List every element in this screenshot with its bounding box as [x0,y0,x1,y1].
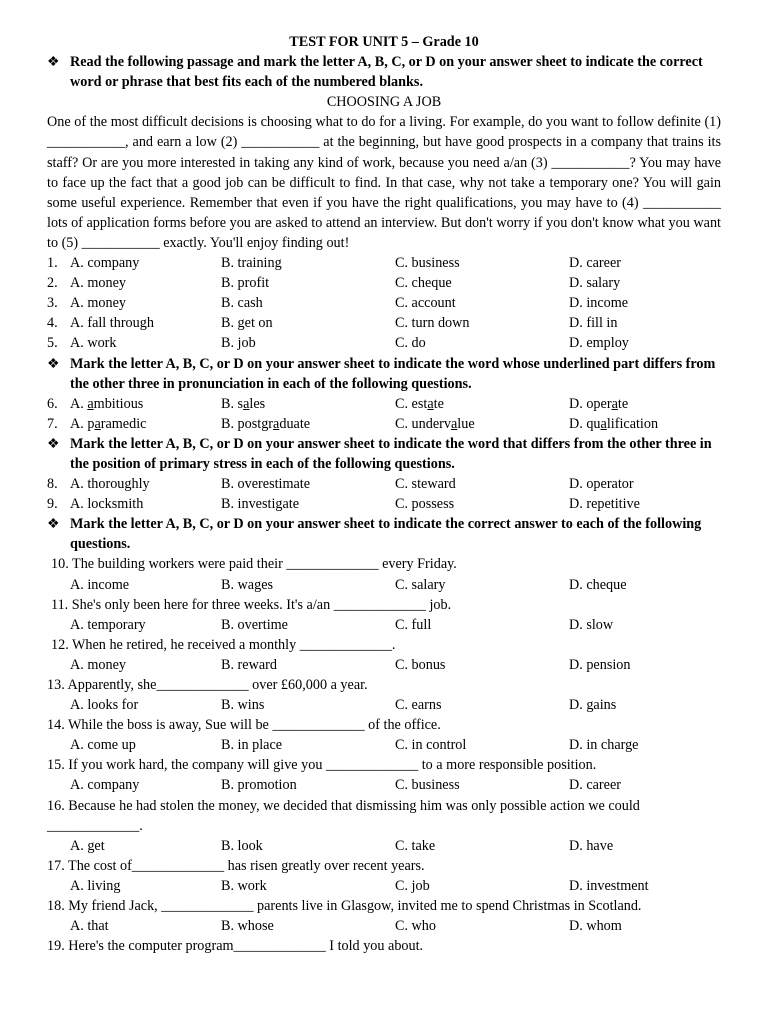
option-c[interactable]: C. job [395,877,430,894]
options-row [47,615,721,635]
options-row [47,575,721,595]
test-page [47,32,721,956]
question-number: 8. [47,476,58,493]
option-c[interactable]: C. bonus [395,656,446,673]
option-a[interactable]: A. company [70,255,140,272]
options-row [47,655,721,675]
diamond-bullet-icon: ❖ [47,435,60,452]
question-number: 2. [47,275,58,292]
section3-instruction [47,434,721,474]
options-row [47,876,721,896]
option-c[interactable]: C. earns [395,697,442,714]
option-a[interactable]: A. thoroughly [70,476,150,493]
underlined-part: a [273,415,280,432]
question-stem: 17. The cost of_____________ has risen greatly over recent years. [47,857,425,874]
option-c[interactable]: C. business [395,255,460,272]
underlined-part: a [600,415,607,432]
option-c[interactable]: C. possess [395,496,455,513]
instruction-text: Mark the letter A, B, C, or D on your answer sheet to indicate the word whose underlined part differs from the other three in pronunciation in each of the following questions. [70,355,716,392]
underlined-part: a [243,395,250,412]
option-a[interactable]: A. ambitious [70,395,144,412]
option-a[interactable]: A. get [70,837,105,854]
question-row [47,394,721,414]
diamond-bullet-icon: ❖ [47,516,60,533]
option-d[interactable]: D. slow [569,616,614,633]
question-number: 4. [47,315,58,332]
option-b[interactable]: B. work [221,877,267,894]
question-row [47,313,721,333]
question-number: 3. [47,295,58,312]
option-b[interactable]: B. in place [221,737,283,754]
underlined-part: a [87,395,94,412]
section1-instruction [47,52,721,92]
option-a[interactable]: A. paramedic [70,415,147,432]
option-d[interactable]: D. whom [569,918,622,935]
question-number: 9. [47,496,58,513]
question-row [47,494,721,514]
option-c[interactable]: C. estate [395,395,444,412]
instruction-text: Mark the letter A, B, C, or D on your answer sheet to indicate the correct answer to each of the following questions. [70,516,702,553]
option-a[interactable]: A. temporary [70,616,146,633]
underlined-part: a [611,395,618,412]
option-b[interactable]: B. get on [221,315,273,332]
question-stem: 15. If you work hard, the company will give you _____________ to a more responsible position. [47,757,597,774]
question-row [47,293,721,313]
instruction-text: Read the following passage and mark the letter A, B, C, or D on your answer sheet to indicate the correct word or phrase that best fits each of the numbered blanks. [70,54,703,91]
options-row [47,695,721,715]
option-b[interactable]: B. cash [221,295,263,312]
option-b[interactable]: B. look [221,837,263,854]
diamond-bullet-icon: ❖ [47,355,60,372]
option-d[interactable]: D. cheque [569,576,627,593]
options-row [47,916,721,936]
question-stem: 16. Because he had stolen the money, we decided that dismissing him was only possible action we could _____________. [47,797,644,834]
option-c[interactable]: C. undervalue [395,415,475,432]
option-b[interactable]: B. investigate [221,496,300,513]
option-b[interactable]: B. promotion [221,777,297,794]
option-b[interactable]: B. whose [221,918,274,935]
option-a[interactable]: A. looks for [70,697,139,714]
option-a[interactable]: A. work [70,335,117,352]
option-d[interactable]: D. gains [569,697,617,714]
option-a[interactable]: A. money [70,656,126,673]
question-stem: 18. My friend Jack, _____________ parents live in Glasgow, invited me to spend Christmas in Scotland. [47,898,642,915]
section4-instruction [47,514,721,554]
option-d[interactable]: D. repetitive [569,496,640,513]
question-number: 6. [47,395,58,412]
option-b[interactable]: B. wins [221,697,265,714]
passage-title: CHOOSING A JOB [326,94,442,111]
option-a[interactable]: A. come up [70,737,136,754]
option-d[interactable]: D. employ [569,335,629,352]
question-number: 5. [47,335,58,352]
option-a[interactable]: A. company [70,777,140,794]
question-stem: 13. Apparently, she_____________ over £60,000 a year. [47,677,368,693]
options-row [47,735,721,755]
option-d[interactable]: D. income [569,295,629,312]
option-a[interactable]: A. money [70,295,126,312]
underlined-part: a [450,415,458,432]
option-b[interactable]: B. profit [221,275,270,292]
option-b[interactable]: B. sales [221,395,266,412]
option-b[interactable]: B. training [221,255,282,272]
page-title: TEST FOR UNIT 5 – Grade 10 [289,34,479,50]
question-row [47,273,721,293]
option-b[interactable]: B. wages [221,576,274,593]
diamond-bullet-icon: ❖ [47,54,60,71]
question-stem: 12. When he retired, he received a monthly _____________. [51,636,396,653]
options-row [47,775,721,795]
option-b[interactable]: B. postgraduate [221,415,311,432]
option-c[interactable]: C. salary [395,576,446,593]
instruction-text: Mark the letter A, B, C, or D on your answer sheet to indicate the word that differs from the other three in the position of primary stress in each of the following questions. [70,435,712,472]
option-b[interactable]: B. reward [221,656,277,673]
option-a[interactable]: A. fall through [70,315,154,332]
options-row [47,836,721,856]
option-d[interactable]: D. in charge [569,737,639,754]
question-stem: 11. She's only been here for three weeks. It's a/an _____________ job. [51,596,452,613]
question-row [47,414,721,434]
option-c[interactable]: C. who [395,918,436,935]
question-stem: 14. While the boss is away, Sue will be _____________ of the office. [47,717,441,734]
option-c[interactable]: C. account [395,295,456,312]
option-c[interactable]: C. turn down [395,315,470,332]
option-c[interactable]: C. business [395,777,460,794]
question-stem: 19. Here's the computer program_____________ I told you about. [47,938,424,955]
question-row [47,333,721,353]
underlined-part: a [94,415,101,432]
option-d[interactable]: D. operate [569,395,629,412]
option-d[interactable]: D. qualification [569,415,659,432]
option-c[interactable]: C. in control [395,737,467,754]
option-c[interactable]: C. take [395,837,436,854]
option-d[interactable]: D. investment [569,877,649,894]
option-b[interactable]: B. job [221,335,256,352]
option-c[interactable]: C. do [395,335,426,352]
section2-instruction [47,354,721,394]
option-d[interactable]: D. operator [569,476,634,493]
option-a[interactable]: A. living [70,877,121,894]
option-b[interactable]: B. overestimate [221,476,311,493]
option-d[interactable]: D. pension [569,656,631,673]
option-d[interactable]: D. career [569,777,621,794]
question-row [47,253,721,273]
option-a[interactable]: A. income [70,576,130,593]
question-number: 1. [47,255,58,272]
question-stem: 10. The building workers were paid their _____________ every Friday. [51,556,457,573]
option-c[interactable]: C. full [395,616,432,633]
option-a[interactable]: A. that [70,918,109,935]
option-c[interactable]: C. steward [395,476,456,493]
option-b[interactable]: B. overtime [221,616,288,633]
option-a[interactable]: A. money [70,275,126,292]
underlined-part: a [427,395,434,412]
option-a[interactable]: A. locksmith [70,496,144,513]
option-d[interactable]: D. career [569,255,621,272]
option-d[interactable]: D. salary [569,275,621,292]
option-c[interactable]: C. cheque [395,275,452,292]
question-number: 7. [47,415,58,432]
option-d[interactable]: D. fill in [569,315,618,332]
option-d[interactable]: D. have [569,837,614,854]
question-row [47,474,721,494]
passage-text: One of the most difficult decisions is choosing what to do for a living. For example, do you want to follow definite (1) ___________, and earn a low (2) ___________ at the beginning, but have good prospects in a company that trains its staff? Or are you more interested in taking any kind of work, because you need a/an (3) ___________? You may have to face up the fact that a good job can be difficult to find. In that case, why not take a temporary one? You will gain some useful experience. Remember that even if you have the right qualifications, you may have to (4) ___________ lots of application forms before you are asked to attend an interview. But don't worry if you don't know what you want to (5) ___________ exactly. You'll enjoy finding out! [47,114,721,251]
